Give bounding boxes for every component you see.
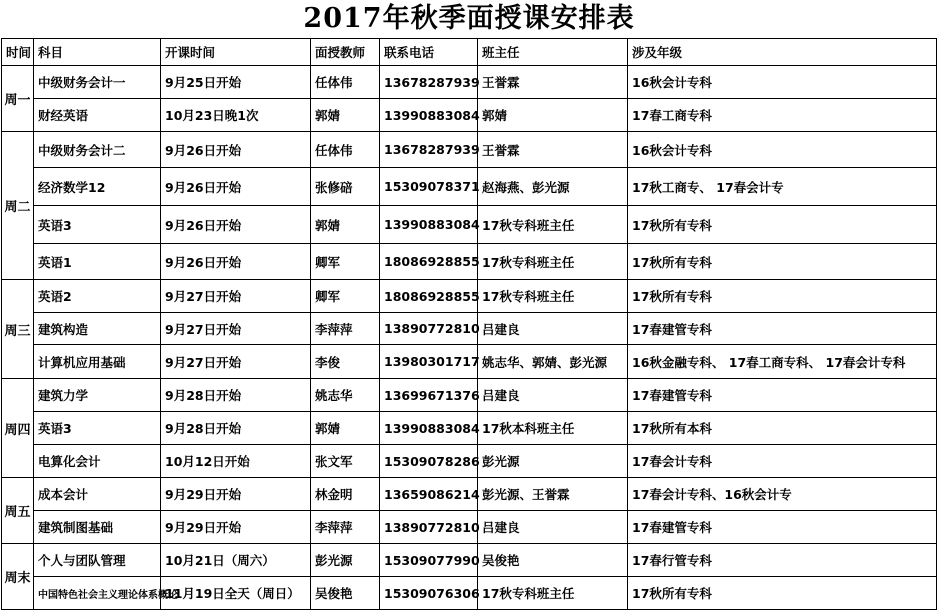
table-row [2,544,937,577]
start-time-cell: 9月29日开始 [161,511,311,544]
phone-cell: 18086928855 [380,280,478,313]
table-row [2,511,937,544]
grade-cell: 17秋所有本科 [628,412,937,445]
head-teacher-cell: 王誉霖 [478,66,628,99]
table-row [2,66,937,99]
table-row [2,478,937,511]
subject-cell: 计算机应用基础 [34,345,161,379]
grade-cell: 17秋所有专科 [628,577,937,610]
teacher-cell: 任体伟 [311,66,380,99]
start-time-cell: 9月28日开始 [161,379,311,412]
phone-cell: 13990883084 [380,99,478,132]
start-time-cell: 11月19日全天（周日） [161,577,311,610]
header-row [2,39,937,66]
subject-cell: 建筑制图基础 [34,511,161,544]
teacher-cell: 任体伟 [311,132,380,168]
start-time-cell: 9月26日开始 [161,244,311,280]
table-row [2,577,937,610]
header-cell-subject: 科目 [34,39,161,66]
head-teacher-cell: 王誉霖 [478,132,628,168]
grade-cell: 17春工商专科 [628,99,937,132]
subject-cell: 建筑力学 [34,379,161,412]
header-cell-start: 开课时间 [161,39,311,66]
phone-cell: 18086928855 [380,244,478,280]
teacher-cell: 李俊 [311,345,380,379]
subject-cell: 中国特色社会主义理论体系概论 [34,577,161,610]
start-time-cell: 9月26日开始 [161,206,311,244]
grade-cell: 17春建管专科 [628,313,937,345]
subject-cell: 英语3 [34,412,161,445]
head-teacher-cell: 17秋专科班主任 [478,244,628,280]
teacher-cell: 李萍萍 [311,511,380,544]
head-teacher-cell: 17秋专科班主任 [478,577,628,610]
grade-cell: 17秋工商专、 17春会计专 [628,168,937,206]
teacher-cell: 郭婧 [311,99,380,132]
subject-cell: 成本会计 [34,478,161,511]
start-time-cell: 9月27日开始 [161,345,311,379]
day-cell: 周二 [2,132,34,280]
subject-cell: 中级财务会计一 [34,66,161,99]
grade-cell: 17秋所有专科 [628,244,937,280]
table-row [2,168,937,206]
grade-cell: 17春行管专科 [628,544,937,577]
subject-cell: 英语2 [34,280,161,313]
table-row [2,132,937,168]
teacher-cell: 张修碚 [311,168,380,206]
header-cell-phone: 联系电话 [380,39,478,66]
sheet-title: 2017年秋季面授课安排表 [303,3,635,34]
phone-cell: 15309077990 [380,544,478,577]
day-cell: 周四 [2,379,34,478]
start-time-cell: 9月29日开始 [161,478,311,511]
phone-cell: 13678287939 [380,66,478,99]
head-teacher-cell: 17秋专科班主任 [478,206,628,244]
teacher-cell: 郭婧 [311,412,380,445]
day-cell: 周一 [2,66,34,132]
day-cell: 周三 [2,280,34,379]
table-row [2,412,937,445]
subject-cell: 英语3 [34,206,161,244]
head-teacher-cell: 17秋专科班主任 [478,280,628,313]
teacher-cell: 张文军 [311,445,380,478]
phone-cell: 13990883084 [380,412,478,445]
header-cell-grade: 涉及年级 [628,39,937,66]
teacher-cell: 卿军 [311,244,380,280]
day-cell: 周末 [2,544,34,610]
subject-cell: 中级财务会计二 [34,132,161,168]
table-row [2,206,937,244]
table-row [2,280,937,313]
grade-cell: 17春会计专科 [628,445,937,478]
start-time-cell: 10月12日开始 [161,445,311,478]
head-teacher-cell: 吕建良 [478,313,628,345]
subject-cell: 财经英语 [34,99,161,132]
grade-cell: 16秋会计专科 [628,66,937,99]
phone-cell: 13678287939 [380,132,478,168]
phone-cell: 13699671376 [380,379,478,412]
start-time-cell: 9月28日开始 [161,412,311,445]
table-row [2,244,937,280]
start-time-cell: 9月26日开始 [161,168,311,206]
teacher-cell: 卿军 [311,280,380,313]
teacher-cell: 吴俊艳 [311,577,380,610]
teacher-cell: 林金明 [311,478,380,511]
subject-cell: 英语1 [34,244,161,280]
teacher-cell: 郭婧 [311,206,380,244]
head-teacher-cell: 吕建良 [478,511,628,544]
start-time-cell: 9月27日开始 [161,280,311,313]
start-time-cell: 9月27日开始 [161,313,311,345]
header-cell-teacher: 面授教师 [311,39,380,66]
head-teacher-cell: 赵海燕、彭光源 [478,168,628,206]
phone-cell: 13659086214 [380,478,478,511]
head-teacher-cell: 姚志华、郭婧、彭光源 [478,345,628,379]
grade-cell: 16秋会计专科 [628,132,937,168]
phone-cell: 15309078371 [380,168,478,206]
grade-cell: 17春建管专科 [628,379,937,412]
grade-cell: 17秋所有专科 [628,280,937,313]
table-row [2,345,937,379]
subject-cell: 个人与团队管理 [34,544,161,577]
phone-cell: 15309076306 [380,577,478,610]
header-cell-head-teacher: 班主任 [478,39,628,66]
phone-cell: 13890772810 [380,511,478,544]
table-row [2,379,937,412]
phone-cell: 13890772810 [380,313,478,345]
grade-cell: 17春会计专科、16秋会计专 [628,478,937,511]
head-teacher-cell: 彭光源、王誉霖 [478,478,628,511]
teacher-cell: 李萍萍 [311,313,380,345]
grade-cell: 17秋所有专科 [628,206,937,244]
head-teacher-cell: 吕建良 [478,379,628,412]
schedule-table [1,38,937,610]
phone-cell: 15309078286 [380,445,478,478]
start-time-cell: 10月21日（周六） [161,544,311,577]
table-row [2,99,937,132]
header-cell-time: 时间 [2,39,34,66]
teacher-cell: 彭光源 [311,544,380,577]
teacher-cell: 姚志华 [311,379,380,412]
head-teacher-cell: 彭光源 [478,445,628,478]
day-cell: 周五 [2,478,34,544]
subject-cell: 建筑构造 [34,313,161,345]
start-time-cell: 9月25日开始 [161,66,311,99]
phone-cell: 13990883084 [380,206,478,244]
grade-cell: 17春建管专科 [628,511,937,544]
phone-cell: 13980301717 [380,345,478,379]
table-row [2,445,937,478]
start-time-cell: 9月26日开始 [161,132,311,168]
subject-cell: 电算化会计 [34,445,161,478]
start-time-cell: 10月23日晚1次 [161,99,311,132]
head-teacher-cell: 吴俊艳 [478,544,628,577]
head-teacher-cell: 17秋本科班主任 [478,412,628,445]
grade-cell: 16秋金融专科、 17春工商专科、 17春会计专科 [628,345,937,379]
head-teacher-cell: 郭婧 [478,99,628,132]
table-row [2,313,937,345]
subject-cell: 经济数学12 [34,168,161,206]
